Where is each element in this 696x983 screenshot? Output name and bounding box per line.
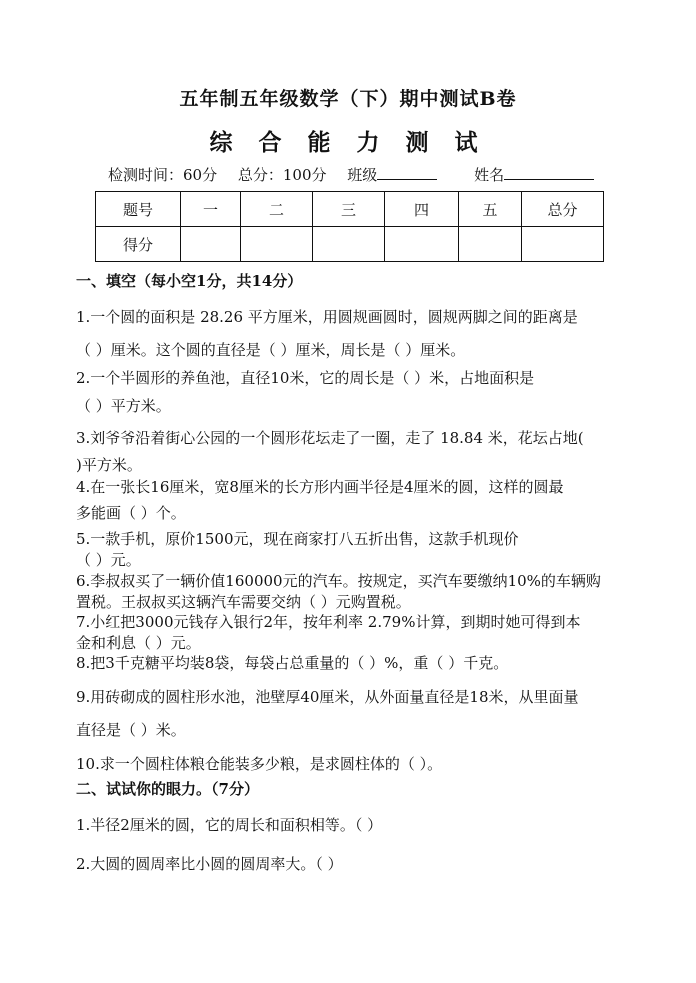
question-line: 多能画（ ）个。 <box>76 504 186 522</box>
score-table-cell: 五 <box>459 192 522 227</box>
question-line: （ ）元。 <box>76 551 141 569</box>
score-cell[interactable] <box>241 227 313 262</box>
time-label: 检测时间：60分 <box>108 166 218 184</box>
question-line: 2.大圆的圆周率比小圆的圆周率大。（ ） <box>76 855 343 873</box>
score-table-cell: 三 <box>313 192 385 227</box>
class-field <box>347 166 453 184</box>
question-line: 2.一个半圆形的养鱼池，直径10米，它的周长是（ ）米，占地面积是 <box>76 369 535 387</box>
question-line: 1.一个圆的面积是 28.26 平方厘米，用圆规画圆时，圆规两脚之间的距离是 <box>76 308 578 326</box>
score-table-cell: 题号 <box>96 192 181 227</box>
total-score-label: 总分：100分 <box>237 166 327 184</box>
question-line: （ ）平方米。 <box>76 397 171 415</box>
name-blank <box>504 179 594 180</box>
question-line: （ ）厘米。这个圆的直径是（ ）厘米，周长是（ ）厘米。 <box>76 341 466 359</box>
question-line: 3.刘爷爷沿着街心公园的一个圆形花坛走了一圈，走了 18.84 米，花坛占地( <box>76 429 584 447</box>
score-row-label: 得分 <box>96 227 181 262</box>
name-label: 姓名 <box>474 166 505 184</box>
question-line: 7.小红把3000元钱存入银行2年，按年利率 2.79%计算，到期时她可得到本 <box>76 613 581 631</box>
score-table-cell: 一 <box>181 192 241 227</box>
class-label: 班级 <box>347 166 378 184</box>
section-2-title: 二、试试你的眼力。（7分） <box>76 780 259 798</box>
score-cell[interactable] <box>181 227 241 262</box>
score-table-header-row <box>96 192 604 227</box>
question-line: )平方米。 <box>76 456 142 474</box>
score-table-cell: 二 <box>241 192 313 227</box>
exam-subtitle: 综 合 能 力 测 试 <box>209 129 487 156</box>
question-line: 4.在一张长16厘米，宽8厘米的长方形内画半径是4厘米的圆，这样的圆最 <box>76 478 564 496</box>
question-line: 1.半径2厘米的圆，它的周长和面积相等。（ ） <box>76 816 383 834</box>
question-line: 9.用砖砌成的圆柱形水池，池壁厚40厘米，从外面量直径是18米，从里面量 <box>76 688 579 706</box>
class-blank <box>377 179 437 180</box>
section-1-title: 一、填空（每小空1分，共14分） <box>76 272 303 290</box>
name-field <box>474 166 610 184</box>
score-cell[interactable] <box>313 227 385 262</box>
question-line: 6.李叔叔买了一辆价值160000元的汽车。按规定，买汽车要缴纳10%的车辆购 <box>76 572 601 590</box>
score-cell[interactable] <box>459 227 522 262</box>
score-table-score-row <box>96 227 604 262</box>
question-line: 5.一款手机，原价1500元，现在商家打八五折出售，这款手机现价 <box>76 530 519 548</box>
score-table <box>95 191 604 262</box>
question-line: 8.把3千克糖平均装8袋，每袋占总重量的（ ）%，重（ ）千克。 <box>76 654 509 672</box>
exam-info-line <box>108 164 626 185</box>
exam-title: 五年制五年级数学（下）期中测试B卷 <box>179 88 517 110</box>
score-table-cell: 总分 <box>522 192 604 227</box>
score-cell[interactable] <box>385 227 459 262</box>
question-line: 置税。王叔叔买这辆汽车需要交纳（ ）元购置税。 <box>76 593 411 611</box>
question-line: 直径是（ ）米。 <box>76 721 186 739</box>
question-line: 金和利息（ ）元。 <box>76 634 201 652</box>
score-table-cell: 四 <box>385 192 459 227</box>
score-cell[interactable] <box>522 227 604 262</box>
question-line: 10.求一个圆柱体粮仓能装多少粮，是求圆柱体的（ ）。 <box>76 755 443 773</box>
